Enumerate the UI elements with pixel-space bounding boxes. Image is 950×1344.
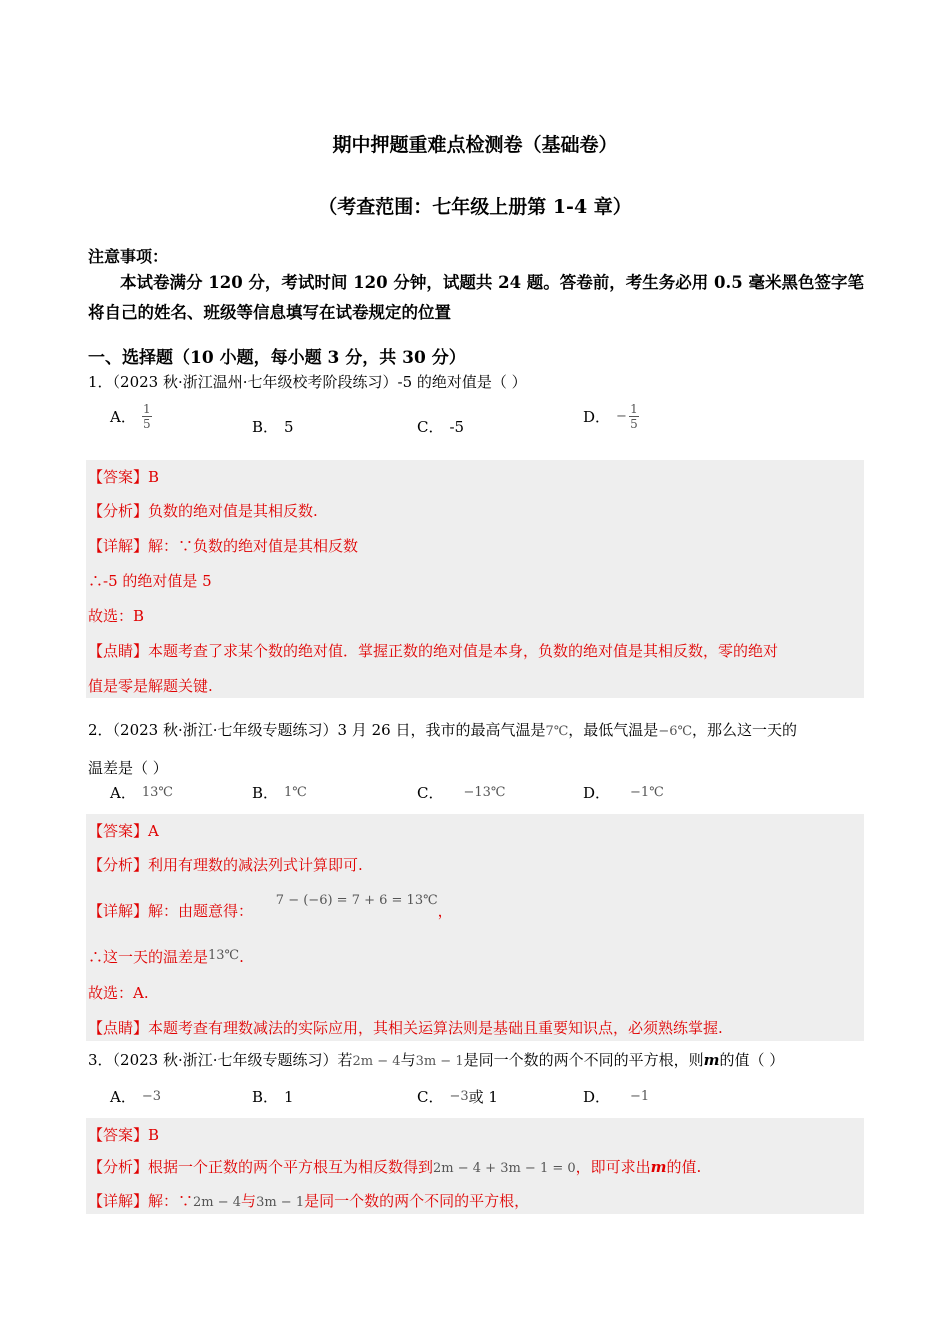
variable: m [703, 1051, 720, 1069]
option-d [583, 402, 639, 431]
question-1-options [110, 402, 870, 442]
detail-text: 【详解】解：∵ [88, 1192, 194, 1210]
option-text: -5 [449, 417, 465, 436]
option-label: C． [417, 1088, 444, 1106]
section-title: 一、选择题（10 小题，每小题 3 分，共 30 分） [88, 348, 466, 368]
option-label: D． [583, 1088, 611, 1106]
option-label: A． [110, 784, 136, 802]
stem-text: ，那么这一天的 [692, 721, 798, 739]
option-b [252, 1086, 294, 1107]
expression: 3m − 1 [256, 1195, 305, 1210]
therefore-line [88, 946, 244, 967]
option-text: 1 [284, 1087, 294, 1106]
question-1-solution [86, 460, 864, 698]
option-b [252, 416, 294, 437]
option-label: B． [252, 1088, 279, 1106]
stem-text: 2．（2023 秋·浙江·七年级专题练习）3 月 26 日，我市的最高气温是 [88, 721, 546, 739]
formula: 13℃ [208, 948, 240, 963]
low-temp: −6℃ [658, 724, 693, 739]
page-title: 期中押题重难点检测卷（基础卷） [332, 134, 618, 156]
comment-line: 【点睛】本题考查有理数减法的实际应用，其相关运算法则是基础且重要知识点，必须熟练掌握. [88, 1019, 723, 1037]
formula: 7 − (−6) = 7 + 6 = 13℃ [275, 893, 438, 908]
option-d [583, 1086, 649, 1107]
analysis-line [88, 1156, 701, 1177]
question-3-options [110, 1084, 870, 1120]
option-c [417, 782, 505, 803]
high-temp: 7℃ [545, 724, 569, 739]
detail-line [88, 1190, 529, 1211]
numerator: 1 [143, 402, 151, 416]
denominator: 5 [630, 417, 638, 431]
detail-line: 【详解】解：∵负数的绝对值是其相反数 [88, 537, 359, 555]
detail-line [88, 893, 453, 921]
detail-text: 【详解】解：由题意得： [88, 902, 254, 920]
question-3-stem [88, 1049, 864, 1070]
option-text: −13℃ [463, 785, 506, 800]
formula: 2m − 4 + 3m − 1 = 0 [433, 1161, 576, 1176]
analysis-text: ，即可求出 [575, 1158, 651, 1176]
question-2-solution [86, 814, 864, 1041]
comment-line: 【点睛】本题考查了求某个数的绝对值．掌握正数的绝对值是本身，负数的绝对值是其相反数，零的绝对 [88, 642, 779, 660]
analysis-line: 【分析】利用有理数的减法列式计算即可. [88, 856, 363, 874]
fraction [629, 402, 639, 431]
stem-text: ，最低气温是 [568, 721, 659, 739]
answer-line: 【答案】B [88, 468, 160, 486]
option-text: 5 [284, 417, 294, 436]
option-text: 或 1 [468, 1088, 498, 1106]
question-2-line: 温差是（ ） [88, 759, 168, 777]
option-d [583, 782, 664, 803]
option-a [110, 1086, 161, 1107]
detail-text: ， [437, 902, 453, 920]
analysis-line: 【分析】负数的绝对值是其相反数. [88, 502, 318, 520]
minus-sign: − [616, 409, 627, 424]
expression: 2m − 4 [193, 1195, 242, 1210]
therefore-text: ∴这一天的温差是 [88, 948, 209, 966]
option-text: −1℃ [630, 785, 664, 800]
numerator: 1 [630, 402, 638, 416]
variable: m [650, 1158, 667, 1176]
choice-line: 故选：B [88, 607, 145, 625]
option-text: −1 [630, 1089, 650, 1104]
option-label: C． [417, 418, 444, 436]
question-2-line [88, 712, 864, 750]
option-label: B． [252, 784, 279, 802]
option-text: 13℃ [141, 785, 173, 800]
analysis-text: 的值. [666, 1158, 702, 1176]
option-text: 1℃ [284, 785, 307, 800]
detail-text: 是同一个数的两个不同的平方根， [304, 1192, 530, 1210]
option-label: D． [583, 408, 611, 426]
option-c [417, 416, 464, 437]
choice-line: 故选：A. [88, 984, 149, 1002]
answer-line: 【答案】B [88, 1126, 160, 1144]
analysis-text: 【分析】根据一个正数的两个平方根互为相反数得到 [88, 1158, 434, 1176]
therefore-text: . [239, 948, 244, 966]
option-label: B． [252, 418, 279, 436]
expression: 2m − 4 [352, 1054, 401, 1069]
option-a [110, 782, 173, 803]
option-label: A． [110, 1088, 136, 1106]
option-a [110, 402, 152, 431]
option-label: A． [110, 408, 136, 426]
stem-text: 3．（2023 秋·浙江·七年级专题练习）若 [88, 1051, 353, 1069]
therefore-line: ∴-5 的绝对值是 5 [88, 572, 212, 590]
option-b [252, 782, 307, 803]
option-label: D． [583, 784, 611, 802]
option-c [417, 1086, 498, 1107]
question-1-stem: 1．（2023 秋·浙江温州·七年级校考阶段练习）-5 的绝对值是（ ） [88, 373, 527, 391]
question-3-solution [86, 1118, 864, 1214]
fraction [142, 402, 152, 431]
notice-body: 本试卷满分 120 分，考试时间 120 分钟，试题共 24 题。答卷前，考生务必用 0.5 毫米黑色签字笔将自己的姓名、班级等信息填写在试卷规定的位置 [88, 273, 865, 322]
comment-line: 值是零是解题关键. [88, 677, 213, 695]
stem-text: 是同一个数的两个不同的平方根，则 [463, 1051, 704, 1069]
notice-heading: 注意事项： [88, 247, 169, 266]
option-text: −3 [141, 1089, 162, 1104]
option-math: −3 [449, 1089, 469, 1104]
denominator: 5 [143, 417, 151, 431]
detail-text: 与 [241, 1192, 257, 1210]
stem-text: 与 [400, 1051, 416, 1069]
question-2-stem [88, 712, 864, 786]
question-2-options [110, 778, 870, 814]
expression: 3m − 1 [415, 1054, 464, 1069]
stem-text: 的值（ ） [719, 1051, 785, 1069]
page-subtitle: （考查范围：七年级上册第 1-4 章） [318, 196, 632, 218]
answer-line: 【答案】A [88, 822, 159, 840]
option-label: C． [417, 784, 444, 802]
